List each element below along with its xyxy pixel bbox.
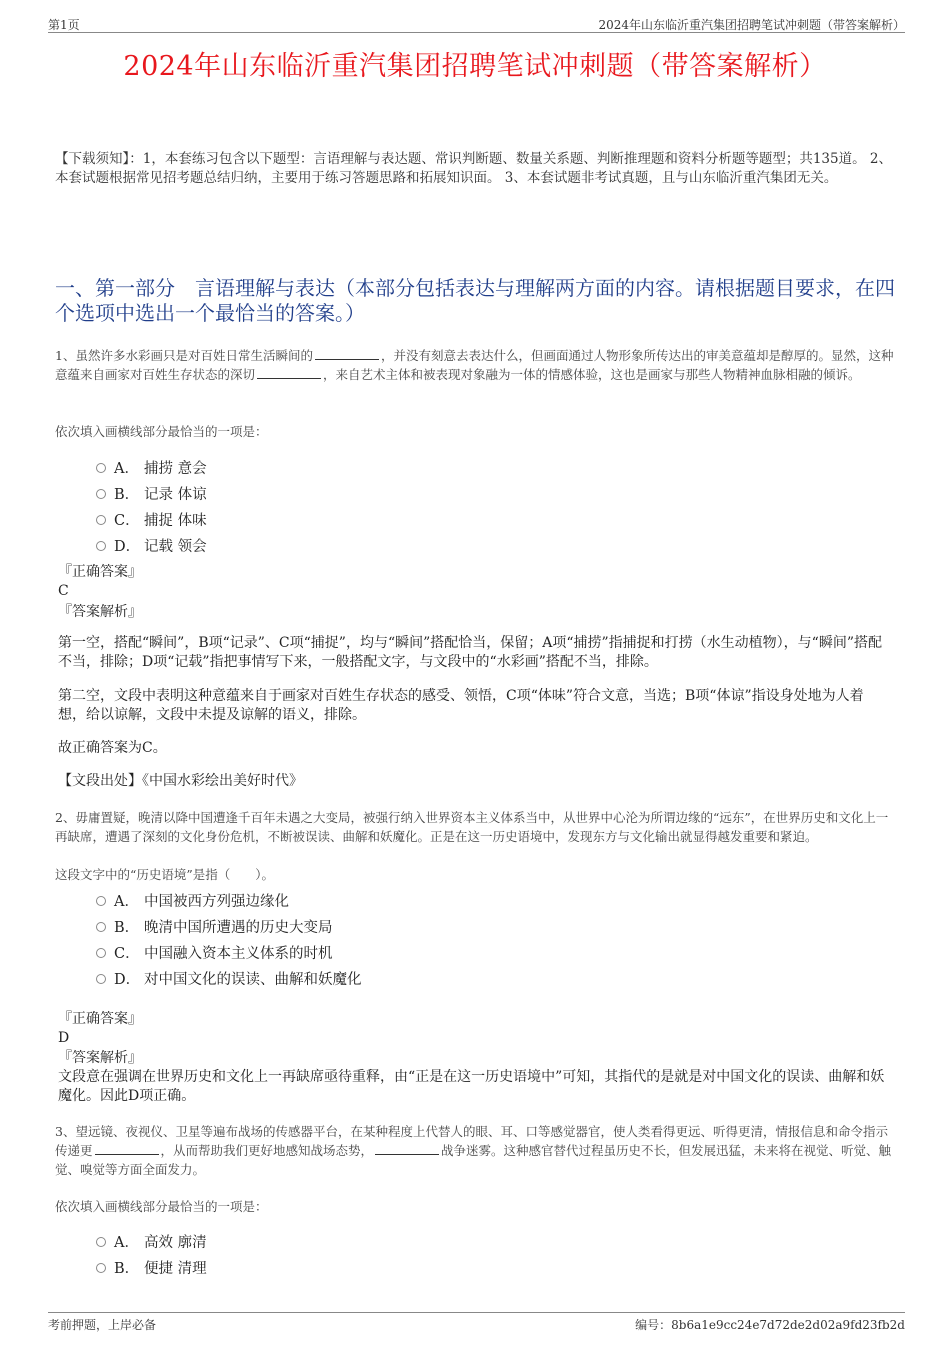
question-2-text: 2、毋庸置疑，晚清以降中国遭逢千百年未遇之大变局，被强行纳入世界资本主义体系当中，从世界中心沦为所谓边缘的“远东”，在世界历史和文化上一再缺席，遭遇了深刻的文化身份危机，不断被误读、曲解和妖魔化。正是在这一历史语境中，发现东方与文化输出就显得越发重要和紧迫。 [55,810,889,844]
q3-option-b[interactable]: B． 便捷 清理 [96,1257,207,1278]
question-3-prompt: 依次填入画横线部分最恰当的一项是： [55,1199,268,1214]
question-3-text: 3、望远镜、夜视仪、卫星等遍布战场的传感器平台，在某种程度上代替人的眼、耳、口等感觉器官，使人类看得更远、听得更清，情报信息和命令指示传递更 ，从而帮助我们更好地感知战场态势， 战争迷雾。这种感官替代过程虽历史不长，但发展迅猛，未来将在视觉、听觉、触觉、嗅觉等方面全面发力。 [55,1124,892,1177]
q2-option-d[interactable]: D． 对中国文化的误读、曲解和妖魔化 [96,968,362,989]
q1-analysis-3: 故正确答案为C。 [58,740,167,756]
q1-analysis-2: 第二空，文段中表明这种意蕴来自于画家对百姓生存状态的感受、领悟，C项“体味”符合文意，当选；B项“体谅”指设身处地为人着想，给以谅解，文段中未提及谅解的语义，排除。 [58,688,864,723]
radio-icon[interactable] [96,974,106,984]
radio-icon[interactable] [96,948,106,958]
q3-option-a[interactable]: A． 高效 廓清 [96,1231,207,1252]
footer-code: 编号：8b6a1e9cc24e7d72de2d02a9fd23fb2d [635,1318,905,1332]
header-doc-title: 2024年山东临沂重汽集团招聘笔试冲刺题（带答案解析） [598,18,905,32]
q2-option-b[interactable]: B． 晚清中国所遭遇的历史大变局 [96,916,333,937]
q2-answer: D [58,1030,70,1046]
q1-analysis-1: 第一空，搭配“瞬间”，B项“记录”、C项“捕捉”，均与“瞬间”搭配恰当，保留；A项“捕捞”指捕捉和打捞（水生动植物），与“瞬间”搭配不当，排除；D项“记载”指把事情写下来，一般搭配文字，与文段中的“水彩画”搭配不当，排除。 [58,635,882,670]
question-1-prompt: 依次填入画横线部分最恰当的一项是： [55,424,268,439]
q2-option-c[interactable]: C． 中国融入资本主义体系的时机 [96,942,333,963]
q2-option-a[interactable]: A． 中国被西方列强边缘化 [96,890,289,911]
question-1-text: 1、虽然许多水彩画只是对百姓日常生活瞬间的 ，并没有刻意去表达什么，但画面通过人物形象所传达出的审美意蕴却是醇厚的。显然，这种意蕴来自画家对百姓生存状态的深切 ，来自艺术主体和被表现对象融为一体的情感体验，这也是画家与那些人物精神血脉相融的倾诉。 [55,348,894,382]
radio-icon[interactable] [96,463,106,473]
radio-icon[interactable] [96,922,106,932]
section-heading: 一、第一部分 言语理解与表达（本部分包括表达与理解两方面的内容。请根据题目要求，在四个选项中选出一个最恰当的答案。） [55,276,895,325]
radio-icon[interactable] [96,541,106,551]
blank-line [315,347,379,360]
radio-icon[interactable] [96,1237,106,1247]
q1-option-d[interactable]: D． 记载 领会 [96,535,207,556]
q1-option-a[interactable]: A． 捕捞 意会 [96,457,207,478]
q1-option-c[interactable]: C． 捕捉 体味 [96,509,207,530]
footer-slogan: 考前押题，上岸必备 [48,1318,157,1332]
page-number: 第1页 [48,18,80,32]
q1-source: 【文段出处】《中国水彩绘出美好时代》 [58,773,303,789]
q1-option-b[interactable]: B． 记录 体谅 [96,483,207,504]
radio-icon[interactable] [96,1263,106,1273]
q1-analysis-label: 『答案解析』 [58,604,142,620]
q1-answer-label: 『正确答案』 [58,564,142,580]
document-title: 2024年山东临沂重汽集团招聘笔试冲刺题（带答案解析） [123,51,827,82]
blank-line [375,1142,439,1155]
question-2-prompt: 这段文字中的“历史语境”是指（ ）。 [55,867,275,882]
q1-answer: C [58,583,69,599]
blank-line [257,366,321,379]
radio-icon[interactable] [96,896,106,906]
page-footer [48,1312,905,1333]
download-notice: 【下载须知】：1，本套练习包含以下题型：言语理解与表达题、常识判断题、数量关系题、判断推理题和资料分析题等题型；共135道。 2、本套试题根据常见招考题总结归纳，主要用于练习答题思路和拓展知识面。 3、本套试题非考试真题，且与山东临沂重汽集团无关。 [55,151,892,186]
radio-icon[interactable] [96,515,106,525]
blank-line [95,1142,159,1155]
q2-answer-label: 『正确答案』 [58,1011,142,1027]
page-header [48,14,905,33]
q2-analysis-label: 『答案解析』 [58,1050,142,1066]
radio-icon[interactable] [96,489,106,499]
q2-analysis: 文段意在强调在世界历史和文化上一再缺席亟待重释，由“正是在这一历史语境中”可知，其指代的是就是对中国文化的误读、曲解和妖魔化。因此D项正确。 [58,1069,885,1104]
